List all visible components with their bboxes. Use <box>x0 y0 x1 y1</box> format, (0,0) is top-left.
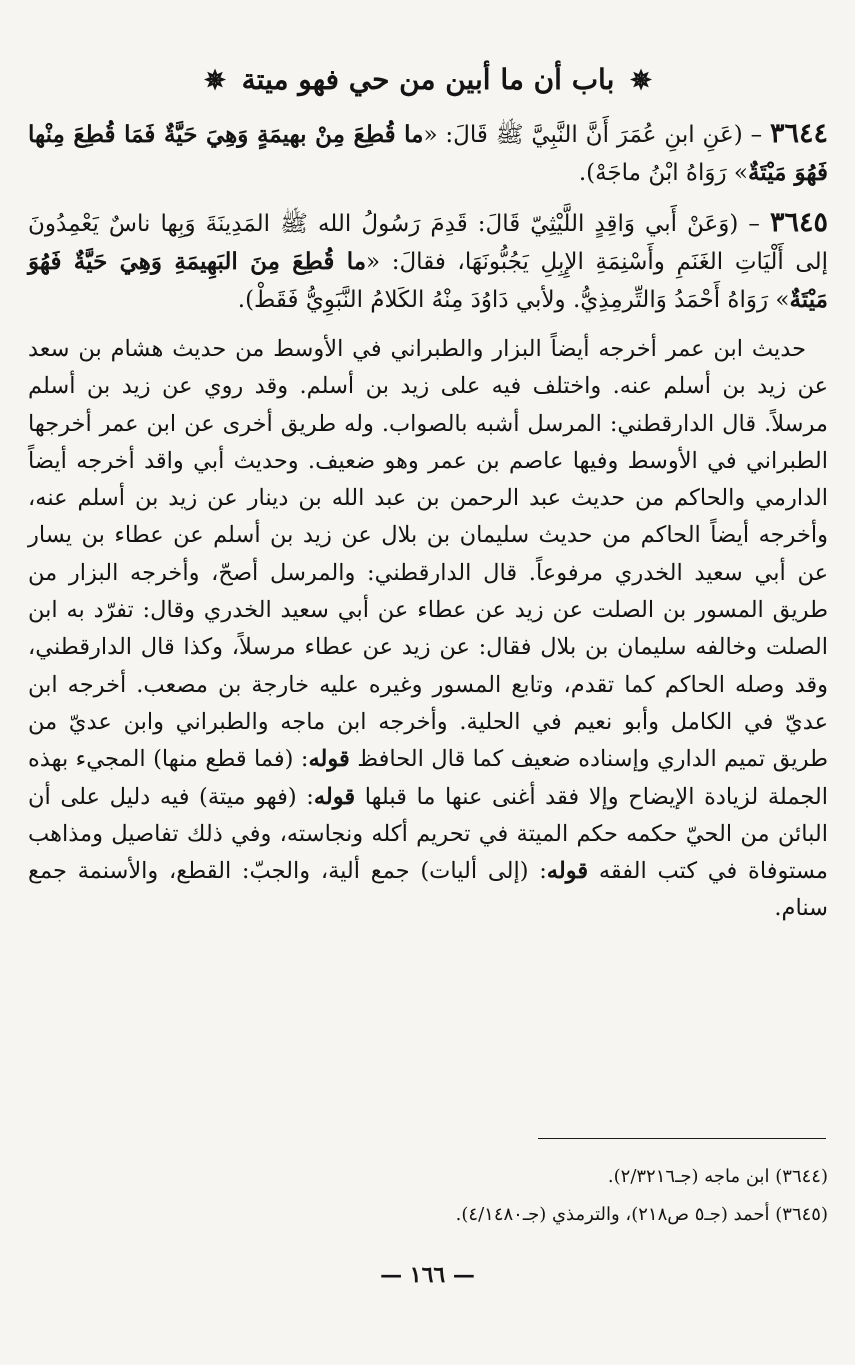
hadith-isnad: – (عَنِ ابنِ عُمَرَ أَنَّ النَّبِيَّ ﷺ قَالَ: « <box>423 122 770 148</box>
hadith-matn: ما قُطِعَ مِنْ بهيمَةٍ وَهِيَ حَيَّةٌ فَمَا قُطِعَ مِنْها فَهُوَ مَيْتَةٌ <box>28 121 828 186</box>
hadith-isnad: – (وَعَنْ أَبي وَاقِدٍ اللَّيْثِيّ قَالَ: قَدِمَ رَسُولُ الله ﷺ المَدِينَةَ وَبِها ناسٌ يَعْمِدُونَ إلى أَلْيَاتِ الغَنَمِ وأَسْنِمَةِ الإِبِلِ يَجُبُّونَهَا، فقالَ: « <box>28 211 828 275</box>
hadith-matn: ما قُطِعَ مِنَ البَهِيمَةِ وَهِيَ حَيَّةٌ فَهُوَ مَيْتَةٌ <box>28 248 828 313</box>
footnote-3645: (٣٦٤٥) أحمد (جـ٥ ص٢١٨)، والترمذي (جـ٤/١٤٨٠). <box>455 1204 828 1225</box>
qawluhu-keyword: قوله <box>546 858 589 885</box>
commentary-text: حديث ابن عمر أخرجه أيضاً البزار والطبراني في الأوسط من حديث هشام بن سعد عن زيد بن أسلم عنه. واختلف فيه على زيد بن أسلم. وقد روي عن زيد بن أسلم مرسلاً. قال الدارقطني: المرسل أشبه بالصواب. وله طريق أخرى عن ابن عمر أخرجها الطبراني في الأوسط وفيها عاصم بن عمر وهو ضعيف. وحديث أبي واقد أخرجه أيضاً الدارمي والحاكم من حديث عبد الرحمن بن عبد الله بن دينار عن زيد بن أسلم عنه، وأخرجه أيضاً الحاكم من حديث سليمان بن بلال عن زيد بن أسلم عن عطاء بن يسار عن أبي سعيد الخدري مرفوعاً. قال الدارقطني: والمرسل أصحّ، وأخرجه البزار من طريق المسور بن الصلت عن زيد عن عطاء عن أبي سعيد الخدري وقال: تفرّد به ابن الصلت وخالفه سليمان بن بلال فقال: عن زيد عن عطاء مرسلاً، وكذا قال الدارقطني، وقد وصله الحاكم كما تقدم، وتابع المسور وغيره عليه خارجة بن مصعب. أخرجه ابن عديّ في الكامل وأبو نعيم في الحلية. وأخرجه ابن ماجه والطبراني وابن عديّ من طريق تميم الداري وإسناده ضعيف كما قال الحافظ <box>28 336 828 773</box>
commentary-text: : (فما قطع منها) المجيء بهذه الجملة لزيادة الإيضاح وإلا فقد أغنى عنها ما قبلها <box>28 746 828 810</box>
footnote-3644: (٣٦٤٤) ابن ماجه (جـ٢/٣٢١٦). <box>607 1166 828 1187</box>
star-ornament-icon: ✵ <box>630 66 652 96</box>
hadith-3644 <box>28 115 828 192</box>
chapter-title <box>28 58 828 103</box>
commentary-text: : (فهو ميتة) فيه دليل على أن البائن من الحيّ حكمه حكم الميتة في تحريم أكله ونجاسته، وفي ذلك تفاصيل ومذاهب مستوفاة في كتب الفقه <box>28 783 828 885</box>
qawluhu-keyword: قوله <box>308 746 350 773</box>
footnotes <box>40 1158 828 1234</box>
qawluhu-keyword: قوله <box>313 783 356 810</box>
hadith-3645 <box>28 204 828 319</box>
page-number: — ١٦٦ — <box>380 1262 475 1288</box>
hadith-source: » رَوَاهُ أَحْمَدُ وَالتِّرمِذِيُّ. ولأبي دَاوُدَ مِنْهُ الكَلامُ النَّبَوِيُّ فَقَطْ). <box>237 287 790 313</box>
footnote-separator <box>538 1138 826 1139</box>
hadith-number: ٣٦٤٥ <box>769 207 828 238</box>
hadith-source: » رَوَاهُ ابْنُ ماجَهْ). <box>578 160 748 186</box>
chapter-title-text: باب أن ما أبين من حي فهو ميتة <box>241 63 615 96</box>
page-body <box>28 50 828 950</box>
commentary-text: : (إلى أليات) جمع ألية، والجبّ: القطع، والأسنمة جمع سنام. <box>28 858 828 922</box>
hadith-number: ٣٦٤٤ <box>769 118 828 149</box>
star-ornament-icon: ✵ <box>204 66 226 96</box>
commentary-paragraph <box>28 331 828 928</box>
